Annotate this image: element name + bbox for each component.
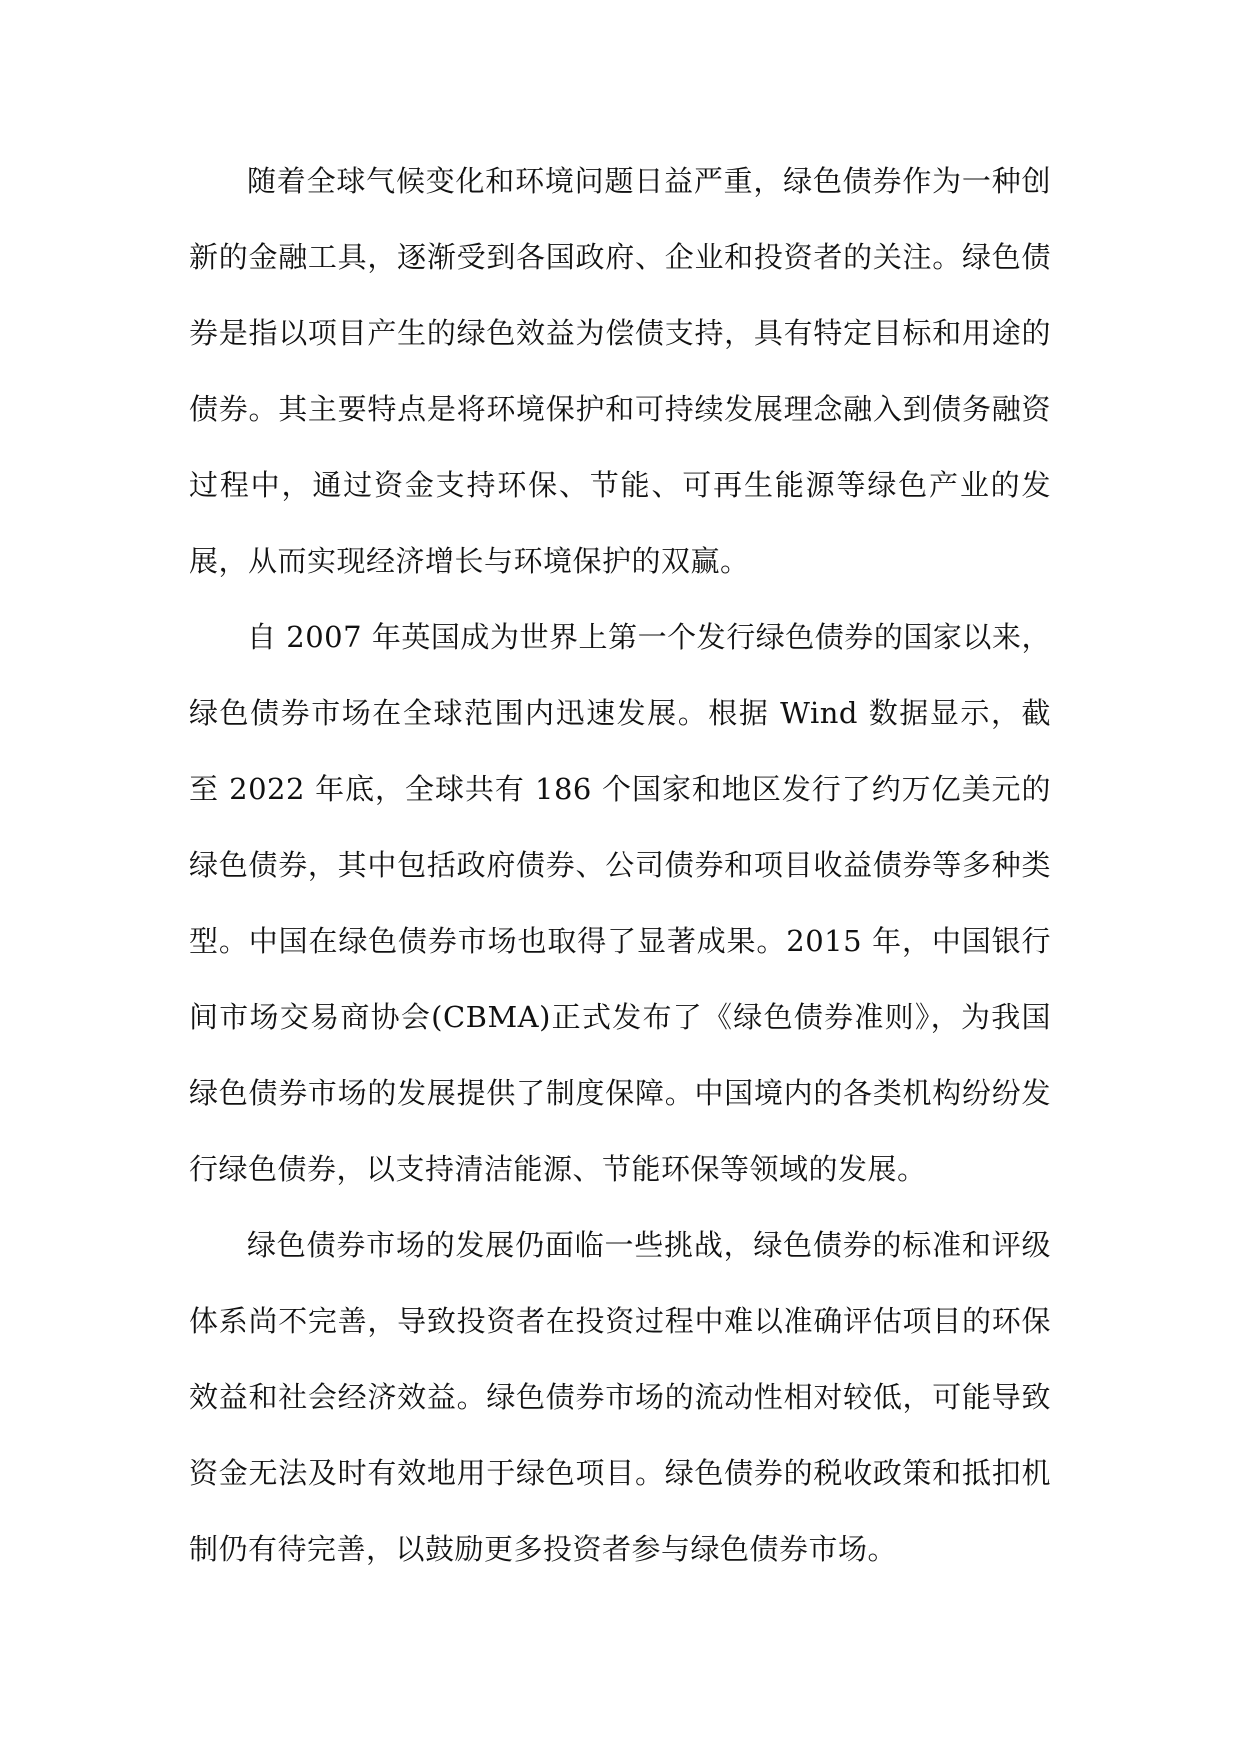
document-body: [189, 143, 1051, 1587]
paragraph-green-bond-market-development: 自 2007 年英国成为世界上第一个发行绿色债券的国家以来，绿色债券市场在全球范围内迅速发展。根据 Wind 数据显示，截至 2022 年底，全球共有 186 个国家和地区发行了约万亿美元的绿色债券，其中包括政府债券、公司债券和项目收益债券等多种类型。中国在绿色债券市场也取得了显著成果。2015 年，中国银行间市场交易商协会(CBMA)正式发布了《绿色债券准则》，为我国绿色债券市场的发展提供了制度保障。中国境内的各类机构纷纷发行绿色债券，以支持清洁能源、节能环保等领域的发展。: [189, 620, 1051, 1186]
paragraph-green-bond-intro: 随着全球气候变化和环境问题日益严重，绿色债券作为一种创新的金融工具，逐渐受到各国政府、企业和投资者的关注。绿色债券是指以项目产生的绿色效益为偿债支持，具有特定目标和用途的债券。其主要特点是将环境保护和可持续发展理念融入到债务融资过程中，通过资金支持环保、节能、可再生能源等绿色产业的发展，从而实现经济增长与环境保护的双赢。: [189, 164, 1051, 578]
paragraph-green-bond-challenges: 绿色债券市场的发展仍面临一些挑战，绿色债券的标准和评级体系尚不完善，导致投资者在投资过程中难以准确评估项目的环保效益和社会经济效益。绿色债券市场的流动性相对较低，可能导致资金无法及时有效地用于绿色项目。绿色债券的税收政策和抵扣机制仍有待完善，以鼓励更多投资者参与绿色债券市场。: [189, 1228, 1051, 1566]
